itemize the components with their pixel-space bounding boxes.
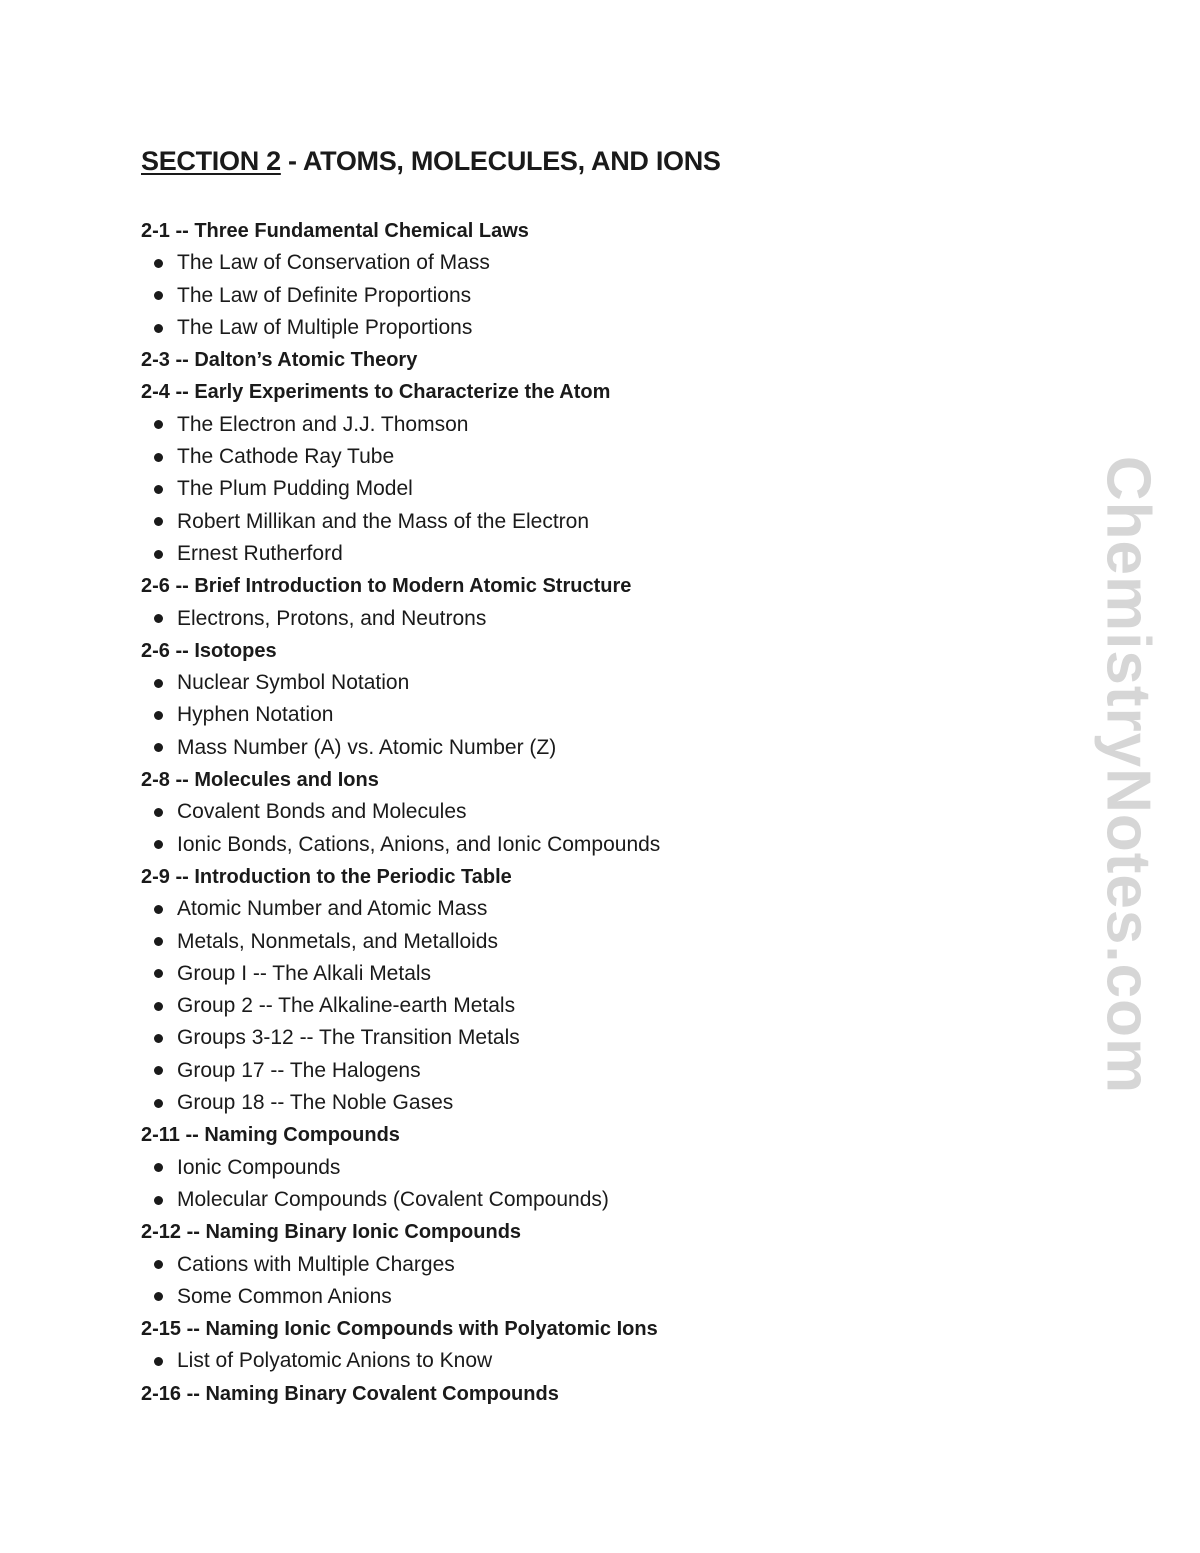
list-item [141,1152,1021,1184]
list-item [141,473,1021,505]
bullet-icon [154,420,163,429]
bullet-icon [154,1292,163,1301]
list-item-text: The Cathode Ray Tube [177,445,395,469]
list-item-text: Nuclear Symbol Notation [177,671,410,695]
section-heading: 2-6 -- Isotopes [141,639,277,662]
list-item [141,958,1021,990]
list-item-text: The Law of Conservation of Mass [177,251,490,275]
list-item-text: The Electron and J.J. Thomson [177,412,469,436]
list-item-text: Mass Number (A) vs. Atomic Number (Z) [177,735,557,759]
bullet-icon [154,517,163,526]
bullet-icon [154,1260,163,1269]
list-item [141,1087,1021,1119]
bullet-icon [154,905,163,914]
bullet-icon [154,1002,163,1011]
list-item-text: Group 18 -- The Noble Gases [177,1091,454,1115]
section-heading: 2-11 -- Naming Compounds [141,1124,400,1147]
list-item [141,409,1021,441]
list-item [141,247,1021,279]
list-item [141,732,1021,764]
list-item [141,1055,1021,1087]
bullet-icon [154,550,163,559]
list-item [141,1281,1021,1313]
list-item [141,829,1021,861]
list-item [141,312,1021,344]
bullet-icon [154,291,163,300]
section-heading: 2-12 -- Naming Binary Ionic Compounds [141,1221,522,1244]
bullet-icon [154,808,163,817]
list-item [141,796,1021,828]
list-item-text: Robert Millikan and the Mass of the Electron [177,509,590,533]
bullet-icon [154,1357,163,1366]
title-topic: ATOMS, MOLECULES, AND IONS [302,146,721,176]
list-item [141,1345,1021,1377]
document-page [141,145,1021,1410]
list-item-text: Molecular Compounds (Covalent Compounds) [177,1187,609,1211]
list-item-text: List of Polyatomic Anions to Know [177,1349,493,1373]
list-item [141,699,1021,731]
bullet-icon [154,1066,163,1075]
section-heading: 2-1 -- Three Fundamental Chemical Laws [141,220,529,242]
list-item-text: Electrons, Protons, and Neutrons [177,606,487,630]
bullet-icon [154,259,163,268]
list-item-text: The Law of Definite Proportions [177,283,472,307]
bullet-icon [154,1099,163,1108]
list-item-text: Groups 3-12 -- The Transition Metals [177,1026,520,1050]
bullet-icon [154,743,163,752]
title-section-label: SECTION 2 [141,146,281,176]
list-item-text: Hyphen Notation [177,703,334,727]
list-item-text: Group 2 -- The Alkaline-earth Metals [177,994,516,1018]
list-item [141,506,1021,538]
list-item-text: The Plum Pudding Model [177,477,413,501]
bullet-icon [154,679,163,688]
section-heading: 2-4 -- Early Experiments to Characterize the Atom [141,381,611,404]
bullet-icon [154,840,163,849]
list-item-text: Metals, Nonmetals, and Metalloids [177,929,498,953]
section-heading: 2-3 -- Dalton’s Atomic Theory [141,349,418,372]
list-item-text: Group 17 -- The Halogens [177,1058,421,1082]
section-outline [141,215,1021,1410]
list-item-text: Ionic Bonds, Cations, Anions, and Ionic Compounds [177,832,661,856]
section-heading: 2-9 -- Introduction to the Periodic Table [141,865,512,888]
bullet-icon [154,1196,163,1205]
section-heading: 2-16 -- Naming Binary Covalent Compounds [141,1382,559,1405]
page-title [141,145,1021,177]
watermark: ChemistryNotes.com [1093,455,1163,1095]
section-heading: 2-15 -- Naming Ionic Compounds with Polyatomic Ions [141,1318,658,1341]
list-item [141,538,1021,570]
list-item [141,1249,1021,1281]
list-item [141,441,1021,473]
bullet-icon [154,1034,163,1043]
list-item [141,280,1021,312]
list-item-text: Ernest Rutherford [177,541,343,565]
section-heading: 2-6 -- Brief Introduction to Modern Atomic Structure [141,575,632,598]
bullet-icon [154,711,163,720]
title-separator: - [280,146,303,176]
list-item [141,1184,1021,1216]
list-item [141,603,1021,635]
list-item [141,667,1021,699]
list-item-text: Some Common Anions [177,1284,392,1308]
bullet-icon [154,614,163,623]
list-item [141,1022,1021,1054]
list-item-text: Atomic Number and Atomic Mass [177,897,488,921]
list-item-text: The Law of Multiple Proportions [177,315,473,339]
bullet-icon [154,937,163,946]
list-item [141,926,1021,958]
list-item-text: Ionic Compounds [177,1155,341,1179]
list-item-text: Group I -- The Alkali Metals [177,961,432,985]
list-item-text: Cations with Multiple Charges [177,1252,455,1276]
list-item-text: Covalent Bonds and Molecules [177,800,467,824]
section-heading: 2-8 -- Molecules and Ions [141,769,379,792]
list-item [141,893,1021,925]
bullet-icon [154,324,163,333]
list-item [141,990,1021,1022]
bullet-icon [154,485,163,494]
bullet-icon [154,969,163,978]
bullet-icon [154,1163,163,1172]
bullet-icon [154,453,163,462]
